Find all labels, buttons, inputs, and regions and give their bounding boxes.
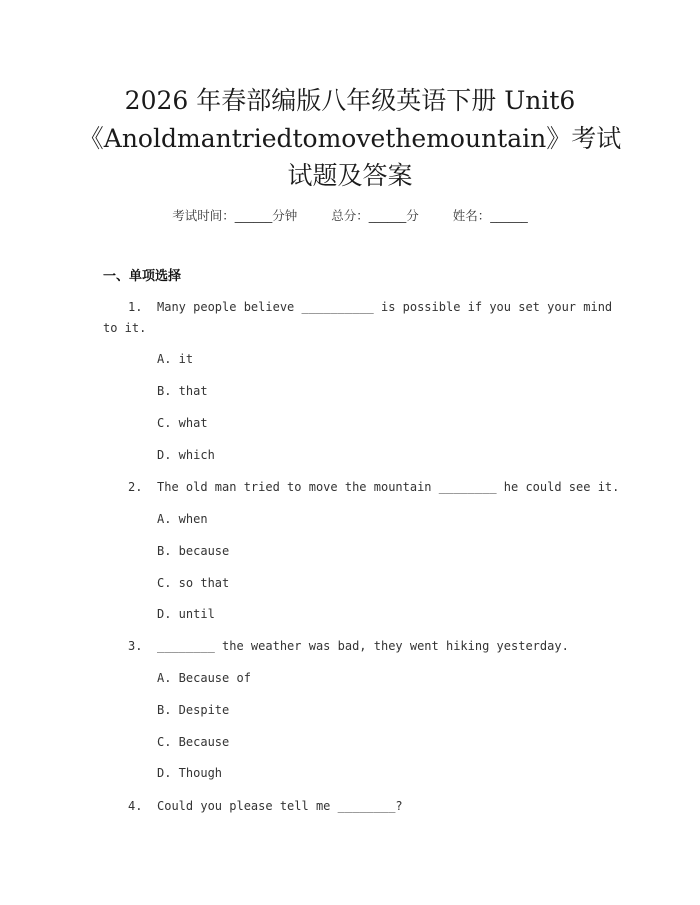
question-text: ________ the weather was bad, they went hiking yesterday. [157, 639, 569, 653]
option-b: B. Despite [157, 703, 230, 717]
option-c: C. so that [157, 576, 230, 590]
question-number: 3. [128, 639, 143, 653]
doc-title-line-1: 2026 年春部编版八年级英语下册 Unit6 [124, 86, 576, 115]
question-text: Many people believe __________ is possible if you set your mind [157, 300, 613, 314]
question-text: Could you please tell me ________? [157, 799, 403, 813]
option-c: C. what [157, 416, 208, 430]
section-heading: 一、单项选择 [103, 269, 182, 284]
option-a: A. when [157, 512, 208, 526]
option-d: D. until [157, 607, 215, 621]
exam-total-score: 总分：______分 [331, 208, 419, 223]
doc-title-line-2: 《Anoldmantriedtomovethemountain》考试 [78, 124, 622, 153]
exam-time: 考试时间：______分钟 [172, 208, 298, 223]
question-text: The old man tried to move the mountain ________ he could see it. [157, 480, 620, 494]
option-b: B. that [157, 384, 208, 398]
option-a: A. it [157, 352, 194, 366]
exam-name-field: 姓名：______ [452, 208, 528, 223]
doc-title-line-3: 试题及答案 [287, 161, 413, 190]
question-number: 1. [128, 300, 143, 314]
question-text-continuation: to it. [103, 321, 147, 335]
option-a: A. Because of [157, 671, 251, 685]
option-d: D. Though [157, 766, 223, 780]
question-number: 4. [128, 799, 143, 813]
option-d: D. which [157, 448, 215, 462]
exam-meta [0, 206, 700, 224]
option-c: C. Because [157, 735, 230, 749]
question-number: 2. [128, 480, 143, 494]
option-b: B. because [157, 544, 230, 558]
